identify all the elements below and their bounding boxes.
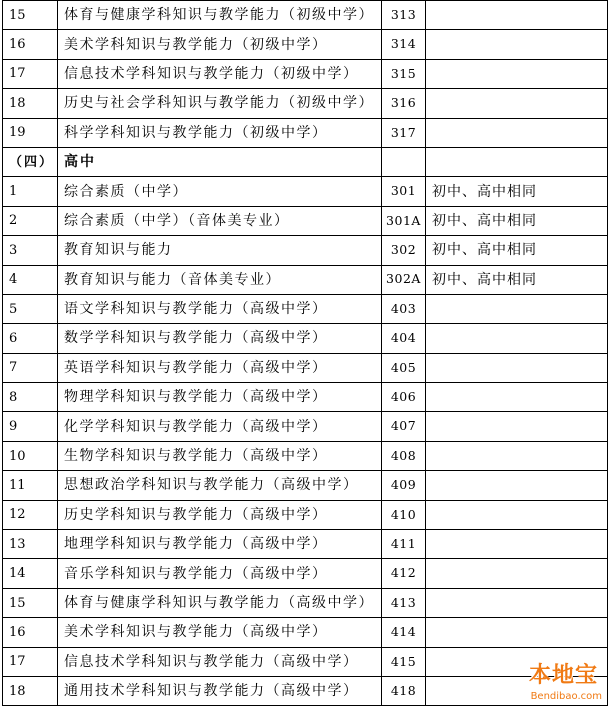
subject-note bbox=[426, 353, 608, 382]
row-number: 13 bbox=[3, 530, 58, 559]
exam-subject-table bbox=[2, 0, 608, 706]
table-row bbox=[3, 265, 608, 294]
subject-name: 综合素质（中学） bbox=[58, 177, 382, 206]
section-title: 高中 bbox=[58, 147, 382, 176]
subject-note bbox=[426, 324, 608, 353]
row-number: 5 bbox=[3, 294, 58, 323]
row-number: 2 bbox=[3, 206, 58, 235]
subject-note bbox=[426, 530, 608, 559]
row-number: 18 bbox=[3, 89, 58, 118]
subject-note bbox=[426, 471, 608, 500]
subject-name: 美术学科知识与教学能力（高级中学） bbox=[58, 618, 382, 647]
subject-note bbox=[426, 294, 608, 323]
row-number: 1 bbox=[3, 177, 58, 206]
subject-name: 历史学科知识与教学能力（高级中学） bbox=[58, 500, 382, 529]
row-number: 12 bbox=[3, 500, 58, 529]
table-row bbox=[3, 177, 608, 206]
subject-note bbox=[426, 30, 608, 59]
subject-note bbox=[426, 383, 608, 412]
watermark-site-text: Bendibao.com bbox=[530, 691, 602, 702]
row-number: 10 bbox=[3, 441, 58, 470]
subject-code: 414 bbox=[382, 618, 426, 647]
subject-code: 406 bbox=[382, 383, 426, 412]
table-row bbox=[3, 30, 608, 59]
subject-name: 英语学科知识与教学能力（高级中学） bbox=[58, 353, 382, 382]
subject-note bbox=[426, 1, 608, 30]
subject-name: 体育与健康学科知识与教学能力（初级中学） bbox=[58, 1, 382, 30]
subject-note bbox=[426, 500, 608, 529]
row-number: 16 bbox=[3, 30, 58, 59]
table-row bbox=[3, 412, 608, 441]
subject-name: 通用技术学科知识与教学能力（高级中学） bbox=[58, 676, 382, 705]
subject-code: 407 bbox=[382, 412, 426, 441]
subject-note bbox=[426, 59, 608, 88]
subject-code: 408 bbox=[382, 441, 426, 470]
row-number: 6 bbox=[3, 324, 58, 353]
subject-name: 综合素质（中学）（音体美专业） bbox=[58, 206, 382, 235]
table-row bbox=[3, 118, 608, 147]
row-number: 7 bbox=[3, 353, 58, 382]
subject-name: 地理学科知识与教学能力（高级中学） bbox=[58, 530, 382, 559]
subject-name: 化学学科知识与教学能力（高级中学） bbox=[58, 412, 382, 441]
subject-code: 403 bbox=[382, 294, 426, 323]
row-number: 17 bbox=[3, 647, 58, 676]
table-row bbox=[3, 588, 608, 617]
section-code-cell bbox=[382, 147, 426, 176]
subject-note bbox=[426, 89, 608, 118]
table-body-top bbox=[3, 1, 608, 148]
subject-code: 404 bbox=[382, 324, 426, 353]
subject-note bbox=[426, 588, 608, 617]
table-row bbox=[3, 383, 608, 412]
table-row bbox=[3, 206, 608, 235]
table-body-bottom bbox=[3, 177, 608, 706]
row-number: 3 bbox=[3, 236, 58, 265]
row-number: 19 bbox=[3, 118, 58, 147]
subject-name: 体育与健康学科知识与教学能力（高级中学） bbox=[58, 588, 382, 617]
subject-note bbox=[426, 618, 608, 647]
subject-note bbox=[426, 412, 608, 441]
table-row bbox=[3, 471, 608, 500]
subject-note bbox=[426, 441, 608, 470]
table-row bbox=[3, 324, 608, 353]
table-row bbox=[3, 89, 608, 118]
table-row bbox=[3, 1, 608, 30]
row-number: 11 bbox=[3, 471, 58, 500]
subject-code: 302A bbox=[382, 265, 426, 294]
subject-code: 405 bbox=[382, 353, 426, 382]
section-number: （四） bbox=[3, 147, 58, 176]
subject-name: 数学学科知识与教学能力（高级中学） bbox=[58, 324, 382, 353]
row-number: 15 bbox=[3, 1, 58, 30]
subject-code: 412 bbox=[382, 559, 426, 588]
subject-code: 316 bbox=[382, 89, 426, 118]
subject-name: 信息技术学科知识与教学能力（初级中学） bbox=[58, 59, 382, 88]
row-number: 8 bbox=[3, 383, 58, 412]
row-number: 15 bbox=[3, 588, 58, 617]
section-note-cell bbox=[426, 147, 608, 176]
subject-code: 409 bbox=[382, 471, 426, 500]
row-number: 17 bbox=[3, 59, 58, 88]
table-row bbox=[3, 618, 608, 647]
row-number: 9 bbox=[3, 412, 58, 441]
bendibao-watermark bbox=[508, 658, 606, 702]
table-row bbox=[3, 236, 608, 265]
subject-code: 314 bbox=[382, 30, 426, 59]
table-row bbox=[3, 530, 608, 559]
watermark-logo-text: 本地宝 bbox=[528, 663, 598, 688]
table-row bbox=[3, 59, 608, 88]
table-row bbox=[3, 500, 608, 529]
subject-name: 教育知识与能力 bbox=[58, 236, 382, 265]
table-row bbox=[3, 559, 608, 588]
row-number: 18 bbox=[3, 676, 58, 705]
subject-name: 历史与社会学科知识与教学能力（初级中学） bbox=[58, 89, 382, 118]
subject-name: 信息技术学科知识与教学能力（高级中学） bbox=[58, 647, 382, 676]
subject-code: 301A bbox=[382, 206, 426, 235]
subject-note bbox=[426, 559, 608, 588]
row-number: 4 bbox=[3, 265, 58, 294]
subject-name: 语文学科知识与教学能力（高级中学） bbox=[58, 294, 382, 323]
subject-code: 418 bbox=[382, 676, 426, 705]
row-number: 16 bbox=[3, 618, 58, 647]
subject-code: 313 bbox=[382, 1, 426, 30]
table-row bbox=[3, 294, 608, 323]
section-row-high-school bbox=[3, 147, 608, 176]
subject-code: 301 bbox=[382, 177, 426, 206]
subject-note: 初中、高中相同 bbox=[426, 206, 608, 235]
subject-name: 音乐学科知识与教学能力（高级中学） bbox=[58, 559, 382, 588]
subject-name: 物理学科知识与教学能力（高级中学） bbox=[58, 383, 382, 412]
subject-note: 初中、高中相同 bbox=[426, 265, 608, 294]
subject-name: 教育知识与能力（音体美专业） bbox=[58, 265, 382, 294]
table-row bbox=[3, 441, 608, 470]
subject-note bbox=[426, 118, 608, 147]
row-number: 14 bbox=[3, 559, 58, 588]
subject-code: 410 bbox=[382, 500, 426, 529]
table-row bbox=[3, 353, 608, 382]
table-section bbox=[3, 147, 608, 176]
subject-code: 415 bbox=[382, 647, 426, 676]
subject-name: 思想政治学科知识与教学能力（高级中学） bbox=[58, 471, 382, 500]
subject-note: 初中、高中相同 bbox=[426, 236, 608, 265]
subject-name: 科学学科知识与教学能力（初级中学） bbox=[58, 118, 382, 147]
subject-code: 302 bbox=[382, 236, 426, 265]
subject-note: 初中、高中相同 bbox=[426, 177, 608, 206]
subject-code: 413 bbox=[382, 588, 426, 617]
subject-name: 生物学科知识与教学能力（高级中学） bbox=[58, 441, 382, 470]
subject-name: 美术学科知识与教学能力（初级中学） bbox=[58, 30, 382, 59]
subject-code: 317 bbox=[382, 118, 426, 147]
subject-code: 411 bbox=[382, 530, 426, 559]
subject-code: 315 bbox=[382, 59, 426, 88]
